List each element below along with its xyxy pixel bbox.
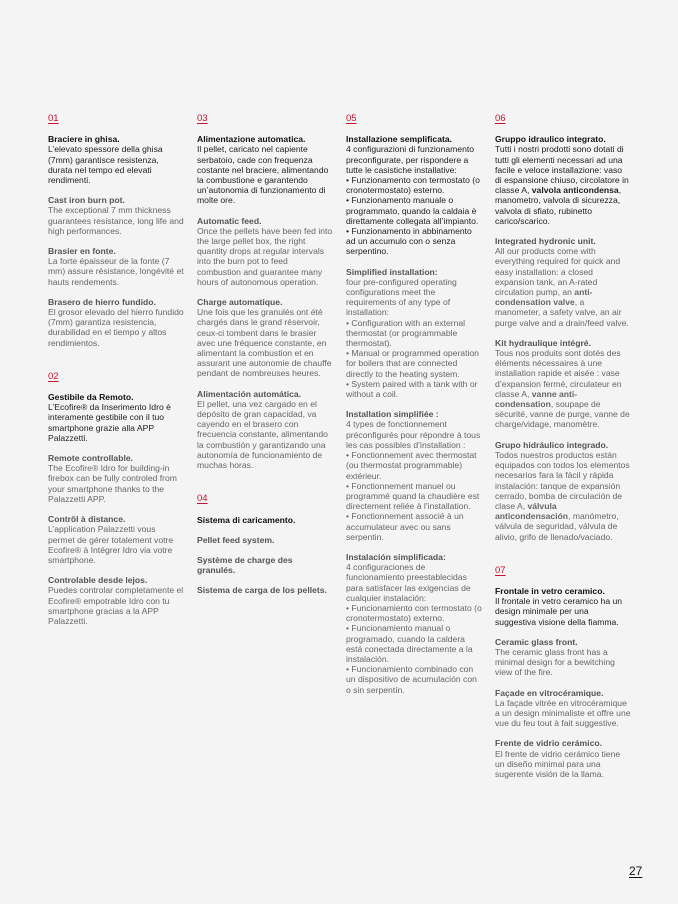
block-title: Gestibile da Remoto. [48,392,134,403]
block-title: Integrated hydronic unit. [495,236,596,247]
block-text: La forte épaisseur de la fonte (7 mm) assure résistance, longévité et hauts rendements. [48,256,184,287]
section-spacer [495,552,631,566]
column-1 [48,114,184,636]
text-block [48,392,184,443]
block-text: L’Ecofire® da Inserimento Idro è interamente gestibile con il tuo smartphone grazie alla APP Palazzetti. [48,402,171,443]
block-text: The Ecofire® Idro for building-in firebox can be fully controled from your smartphone thanks to the Palazzetti APP. [48,463,177,504]
bullet-item: • Funzionamento con termostato (o cronotermostato) esterno. [346,175,480,196]
column-2 [197,114,333,606]
text-block [495,338,631,430]
block-title: Instalación simplificada: [346,551,446,562]
section-number-07: 07 [495,564,506,576]
bullet-item: • Fonctionnement manuel ou programmé quand la chaudière est directement reliée à l’installation. [346,480,480,512]
highlight-text: vanne anti-condensation [495,388,578,410]
bullet-item: • Manual or programmed operation for boilers that are connected directly to the heating system. [346,348,479,379]
section-number-01: 01 [48,113,59,124]
text-part: , manometro, valvola di sicurezza, valvola di sfiato, rubinetto carico/scarico. [495,185,622,226]
block-title: Controlable desde lejos. [48,575,148,586]
block-text: Une fois que les granulés ont été chargés dans le grand réservoir, ceux-ci tombent dans le brasier avec une fréquence constante, en alimentant la combustion et en assurant une autonomie de chauffe pendant de nombreuses heures. [197,307,332,379]
block-text: The ceramic glass front has a minimal design for a bewitching view of the fire. [495,646,615,678]
feature-title: Système de charge des granulés. [197,554,293,576]
block-title: Alimentazione automatica. [197,134,306,145]
block-text [495,246,631,328]
block-title: Frente de vidrio cerámico. [495,738,602,749]
section-number-02: 02 [48,370,59,382]
block-text: Once the pellets have been fed into the large pellet box, the right quantity drops at regular intervals into the burn pot to feed combustion and guarantee many hours of autonomous operation. [197,225,333,287]
highlight-text: válvula anticondensación [495,500,569,522]
bullet-item: • Funzionamento in abbinamento ad un accumulo con o senza serpentino. [346,226,472,257]
block-text: El grosor elevado del hierro fundido (7mm) garantiza resistencia, durabilidad en el tiempo y altos rendimientos. [48,307,184,348]
highlight-text: anti-condensation valve [495,287,593,308]
text-block [197,134,333,205]
block-title: Grupo hidráulico integrado. [495,439,609,450]
block-text: Il pellet, caricato nel capiente serbatoio, cade con frequenza costante nel braciere, alimentando la combustione e garantendo un’autonomia di funzionamento di molte ore. [197,144,329,206]
text-block [197,216,333,287]
block-title: Charge automatique. [197,297,283,308]
text-block [48,246,184,287]
column-3 [346,114,482,705]
block-title: Façade en vitrocéramique. [495,687,604,698]
block-title: Kit hydraulique intégré. [495,337,591,348]
bullet-item: • System paired with a tank with or without a coil. [346,378,478,400]
text-block [346,267,482,400]
section-number-05: 05 [346,113,357,124]
section-number-06: 06 [495,113,506,124]
block-text: The exceptional 7 mm thickness guarantees resistance, long life and high performances. [48,205,184,236]
bullet-item: • Fonctionnement avec thermostat (ou thermostat programmable) extérieur. [346,450,477,481]
text-block [346,552,482,695]
block-title: Remote controllable. [48,453,133,464]
bullet-item: • Funcionamiento con termostato (o cronotermostato) externo. [346,602,482,624]
block-title: Ceramic glass front. [495,636,578,647]
section-number-03: 03 [197,113,208,124]
text-block [48,297,184,348]
text-part: , soupape de sécurité, vanne de purge, vanne de charge/vidage, manomètre. [495,399,630,430]
text-block [495,738,631,779]
block-title: Simplified installation: [346,266,438,277]
block-title: Installazione semplificata. [346,134,453,145]
text-block [48,453,184,504]
text-block [48,134,184,185]
block-title: Gruppo idraulico integrato. [495,134,606,145]
block-text: Il frontale in vetro ceramico ha un design minimale per una suggestiva visione della fiamma. [495,596,623,627]
text-block [346,409,482,542]
page-number: 27 [629,864,643,878]
block-title: Installation simplifiée : [346,409,439,420]
text-block [48,195,184,236]
text-block [48,575,184,626]
block-text [495,450,631,542]
text-block [495,440,631,542]
highlight-text: valvola anticondensa [531,185,619,196]
block-text: La façade vitrée en vitrocéramique a un design minimaliste et offre une vue du feu tout à fait suggestive. [495,697,631,729]
section-spacer [48,358,184,372]
block-text: L’elevato spessore della ghisa (7mm) garantisce resistenza, durata nel tempo ed elevati rendimenti. [48,144,163,186]
block-text: four pre-configured operating configurations meet the requirements of any type of installation: [346,276,457,318]
block-title: Cast iron burn pot. [48,195,125,206]
block-text: 4 types de fonctionnement préconfigurés pour répondre à tous les cas possibles d’installation : [346,419,481,450]
bullet-item: • Funzionamento manuale o programmato, quando la caldaia è direttamente collegata all’impianto. [346,195,479,226]
text-block [495,688,631,729]
text-block [495,236,631,328]
block-text [495,348,631,430]
text-block [495,637,631,678]
block-text: L’application Palazzetti vous permet de gérer totalement votre Ecofire® à Intégrer Idro via votre smartphone. [48,524,174,565]
text-block [495,134,631,226]
block-text: 4 configurazioni di funzionamento preconfigurate, per rispondere a tutte le casistiche installative: [346,144,475,175]
text-part: Todos nuestros productos están equipados con todos los elementos necesarios fara la fácil y rápida instalación: tanque de expansión cerrado, bomba de circulación de clase A, [495,449,630,511]
block-title: Contrôl à distance. [48,514,126,525]
bullet-item: • Funcionamiento manual o programado, cuando la caldera está conectada directamente a la instalación. [346,623,473,664]
section-spacer [197,480,333,494]
block-title: Automatic feed. [197,215,262,226]
block-title: Frontale in vetro ceramico. [495,585,605,596]
bullet-item: • Configuration with an external thermostat (or programmable thermostat). [346,317,466,349]
block-text: Puedes controlar completamente el Ecofire® empotrable Idro con tu smartphone gracias a la APP Palazzetti. [48,585,184,626]
block-text [495,144,631,226]
feature-title: Sistema de carga de los pellets. [197,585,327,596]
block-text: El pellet, una vez cargado en el depósito de gran capacidad, va cayendo en el brasero con frecuencia constante, alimentando la combustión y garantizando una autonomía de funcionamiento de muchas horas. [197,398,328,471]
text-block [48,514,184,565]
section-number-04: 04 [197,493,208,505]
text-part: All our products come with everything required for quick and easy installation: a closed expansion tank, an A-rated circulation pump, an [495,246,621,298]
text-block [197,297,333,379]
block-title: Brasier en fonte. [48,246,116,257]
text-block [197,389,333,471]
text-block [346,134,482,256]
feature-title: Sistema di caricamento. [197,514,296,525]
column-4 [495,114,631,789]
block-title: Braciere in ghisa. [48,134,120,145]
block-text: El frente de vidrio cerámico tiene un diseño minimal para una sugerente visión de la llama. [495,748,621,779]
bullet-item: • Funcionamiento combinado con un dispositivo de acumulación con o sin serpentín. [346,664,477,695]
text-part: Tous nos produits sont dotés des éléments nécessaires à une installation rapide et aisée : vase d’expansion fermé, circulateur en classe A, [495,348,622,399]
block-text: 4 configuraciones de funcionamiento preestablecidas para satisfacer las exigencias de cualquier instalación: [346,562,471,603]
text-part: , a manometer, a safety valve, an air purge valve and a drain/feed valve. [495,297,629,328]
block-title: Alimentación automática. [197,388,302,399]
bullet-item: • Fonctionnement associé à un accumulateur avec ou sans serpentin. [346,511,464,542]
text-part: , manómetro, válvula de seguridad, válvula de alivio, grifo de llenado/vaciado. [495,511,619,542]
block-title: Brasero de hierro fundido. [48,296,156,307]
feature-title: Pellet feed system. [197,534,275,545]
text-block [495,586,631,627]
text-part: Tutti i nostri prodotti sono dotati di tutti gli elementi necessari ad una facile e veloce installazione: vaso di espansione chiuso, circolatore in classe A, [495,144,629,196]
